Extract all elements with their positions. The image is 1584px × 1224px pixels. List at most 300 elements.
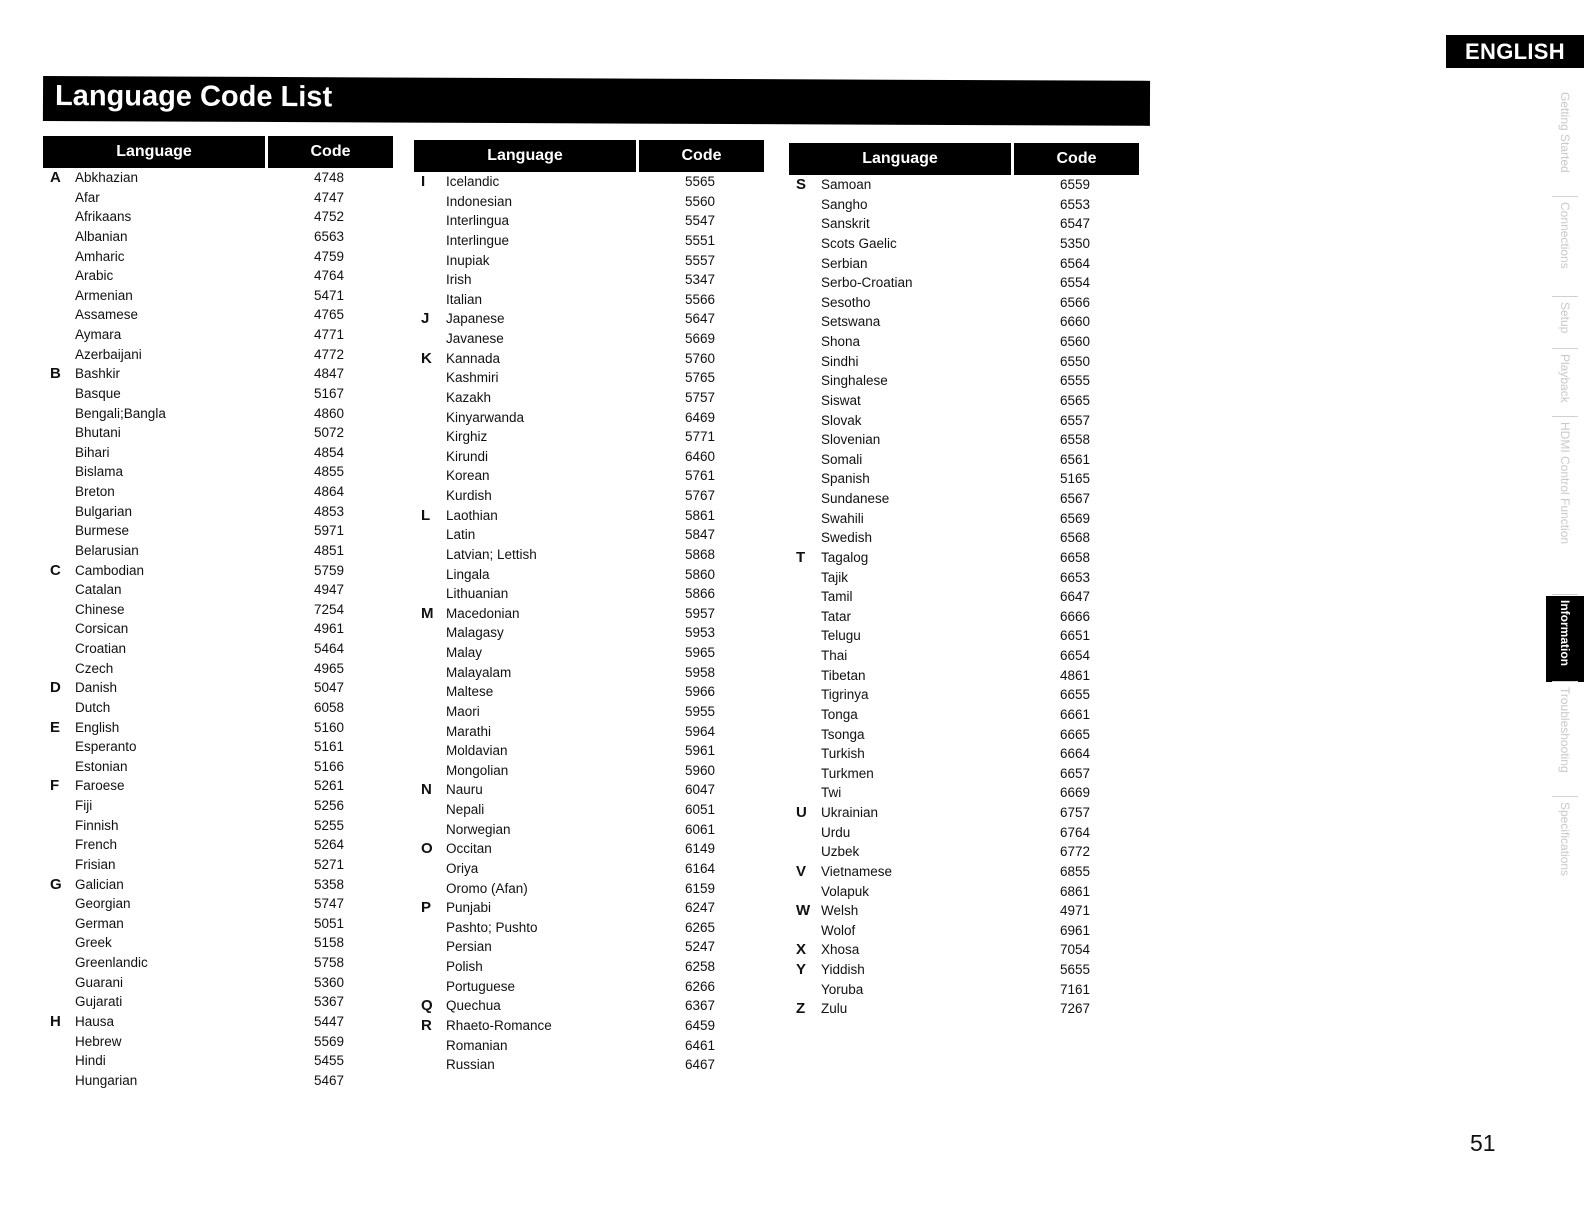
language-tag: ENGLISH [1446, 35, 1584, 68]
table-row [414, 859, 764, 879]
language-name: Persian [446, 939, 492, 955]
table-row [789, 607, 1139, 627]
section-letter: R [421, 1016, 432, 1034]
language-code: 6061 [685, 821, 716, 837]
language-code: 4860 [314, 405, 345, 421]
language-code: 5771 [685, 429, 716, 445]
language-code: 6651 [1060, 628, 1091, 644]
language-name: Zulu [821, 1001, 848, 1017]
language-name: Twi [821, 785, 842, 801]
language-code: 5447 [314, 1013, 345, 1029]
language-name: Italian [446, 291, 483, 307]
language-code: 4864 [314, 484, 345, 499]
table-row [789, 332, 1139, 352]
language-name: Thai [821, 648, 848, 663]
table-row [414, 427, 764, 447]
header-language: Language [414, 140, 636, 172]
language-code: 6555 [1060, 373, 1091, 389]
language-name: Samoan [821, 177, 872, 192]
table-row [414, 937, 764, 957]
table-row [414, 486, 764, 506]
language-name: Kazakh [446, 389, 492, 405]
table-row [43, 1012, 393, 1032]
table-row [789, 568, 1139, 588]
language-code: 6564 [1060, 255, 1091, 271]
table-row [414, 368, 764, 388]
language-name: Cambodian [75, 562, 145, 578]
section-letter: G [50, 875, 62, 893]
language-table-2 [414, 140, 764, 1075]
table-row [789, 254, 1139, 274]
table-row [43, 168, 393, 188]
language-code: 4961 [314, 621, 345, 637]
language-code: 6058 [314, 699, 345, 715]
language-code: 6855 [1060, 863, 1091, 879]
language-name: Russian [446, 1057, 495, 1073]
language-name: Yoruba [821, 981, 864, 997]
table-row [789, 489, 1139, 509]
table-row [43, 561, 393, 581]
table-row [43, 835, 393, 855]
language-code: 5455 [314, 1053, 345, 1069]
language-code: 5957 [685, 605, 716, 621]
language-name: Marathi [446, 723, 492, 739]
language-code: 5547 [685, 213, 716, 229]
table-row [43, 639, 393, 659]
language-name: Singhalese [821, 373, 888, 389]
language-name: Moldavian [446, 743, 508, 759]
table-row [789, 293, 1139, 313]
table-row [43, 992, 393, 1012]
table-row [789, 764, 1139, 784]
table-row [789, 548, 1139, 568]
language-name: Volapuk [821, 883, 870, 899]
language-code: 5551 [685, 232, 716, 248]
table-row [43, 227, 393, 247]
table-row [789, 273, 1139, 293]
language-code: 5167 [314, 385, 345, 401]
section-letter: Y [796, 961, 807, 978]
language-code: 5760 [685, 350, 716, 366]
language-code: 5868 [685, 546, 716, 562]
language-code: 6559 [1060, 177, 1091, 192]
nav-divider [1552, 348, 1578, 349]
nav-tab-troubleshooting[interactable]: Troubleshooting [1558, 687, 1572, 773]
section-letter: D [50, 679, 61, 697]
table-row [43, 482, 393, 502]
section-letter: M [421, 604, 434, 622]
table-row [789, 744, 1139, 764]
page-number: 51 [1470, 1130, 1496, 1156]
table-row [789, 862, 1139, 882]
table-row [414, 545, 764, 565]
language-code: 5767 [685, 488, 716, 503]
language-code: 5847 [685, 527, 716, 543]
language-code: 6561 [1060, 451, 1091, 467]
language-code: 5955 [685, 703, 716, 719]
nav-divider [1552, 296, 1578, 297]
language-name: Burmese [75, 523, 130, 539]
language-name: Rhaeto-Romance [446, 1017, 552, 1033]
language-code: 4854 [314, 444, 345, 460]
table-row [414, 663, 764, 683]
language-name: English [75, 719, 120, 735]
table-row [43, 894, 393, 914]
language-code: 5961 [685, 743, 716, 759]
language-code: 6469 [685, 409, 716, 425]
language-code: 6655 [1060, 687, 1091, 703]
table-row [414, 1036, 764, 1056]
nav-tab-information[interactable]: Information [1546, 596, 1584, 682]
nav-divider [1552, 681, 1578, 682]
language-code: 6666 [1060, 608, 1091, 624]
language-name: Uzbek [821, 844, 860, 860]
language-code: 5271 [314, 856, 345, 872]
table-row [414, 761, 764, 781]
table-row [789, 626, 1139, 646]
language-name: Tagalog [821, 549, 869, 565]
table-row [414, 388, 764, 408]
table-row [414, 722, 764, 742]
language-code: 4851 [314, 542, 345, 558]
language-name: Polish [446, 959, 483, 974]
language-code: 4748 [314, 170, 345, 185]
header-language: Language [789, 143, 1011, 175]
table-row [43, 678, 393, 698]
language-code: 5247 [685, 939, 716, 955]
language-code: 6658 [1060, 549, 1091, 565]
language-name: Bislama [75, 464, 124, 480]
language-code: 6047 [685, 782, 716, 798]
language-name: Turkmen [821, 765, 874, 781]
table-row [789, 823, 1139, 843]
language-name: Slovenian [821, 432, 881, 448]
table-row [43, 619, 393, 639]
language-name: Scots Gaelic [821, 235, 897, 251]
table-row [414, 702, 764, 722]
language-name: Icelandic [446, 174, 500, 189]
language-code: 5358 [314, 876, 345, 892]
language-name: Lingala [446, 566, 490, 582]
section-letter: L [421, 506, 431, 524]
table-row [414, 211, 764, 231]
language-name: Siswat [821, 392, 861, 408]
header-code: Code [639, 140, 764, 172]
language-code: 4965 [314, 660, 345, 676]
language-name: Oromo (Afan) [446, 880, 528, 896]
language-code: 5367 [314, 994, 345, 1010]
language-name: Punjabi [446, 900, 492, 916]
section-letter: H [50, 1012, 61, 1030]
table-row [43, 855, 393, 875]
language-code: 6164 [685, 860, 716, 876]
page-title: Language Code List [54, 80, 333, 114]
section-letter: C [50, 561, 61, 579]
table-row [789, 666, 1139, 686]
table-row [789, 999, 1139, 1019]
table-header [414, 140, 764, 172]
table-row [414, 957, 764, 977]
table-row [789, 980, 1139, 1000]
nav-tab-setup[interactable]: Setup [1558, 302, 1572, 334]
nav-tab-hdmi-control-function[interactable]: HDMI Control Function [1558, 422, 1572, 545]
language-code: 4947 [314, 582, 345, 598]
language-code: 6547 [1060, 216, 1091, 232]
language-name: Arabic [75, 268, 114, 284]
table-row [43, 816, 393, 836]
language-code: 6569 [1060, 510, 1091, 526]
language-code: 4853 [314, 503, 345, 519]
language-code: 6565 [1060, 392, 1091, 408]
language-code: 6557 [1060, 412, 1091, 428]
language-code: 6460 [685, 448, 716, 464]
language-name: Interlingue [446, 232, 510, 248]
language-name: Shona [821, 334, 861, 349]
table-row [789, 371, 1139, 391]
language-code: 6567 [1060, 491, 1091, 506]
table-row [414, 231, 764, 251]
language-code: 5953 [685, 625, 716, 641]
language-code: 6653 [1060, 569, 1091, 585]
language-name: Sundanese [821, 491, 890, 506]
language-code: 6367 [685, 998, 716, 1014]
language-code: 7254 [314, 601, 345, 617]
language-name: Faroese [75, 778, 125, 794]
table-row [43, 796, 393, 816]
language-code: 6654 [1060, 648, 1091, 663]
side-navigation [1546, 88, 1584, 918]
table-row [43, 286, 393, 306]
language-name: Dutch [75, 699, 111, 715]
section-letter: A [50, 169, 61, 186]
language-code: 6553 [1060, 196, 1091, 212]
table-row [789, 940, 1139, 960]
language-name: Korean [446, 468, 490, 484]
language-name: Afrikaans [75, 209, 132, 225]
language-name: Armenian [75, 287, 133, 303]
language-name: Azerbaijani [75, 346, 142, 362]
section-letter: V [796, 862, 807, 880]
language-name: Turkish [821, 746, 865, 762]
language-code: 5647 [685, 311, 716, 327]
language-name: Tonga [821, 706, 858, 722]
language-name: Romanian [446, 1037, 508, 1053]
language-name: Serbian [821, 255, 868, 271]
language-code: 5471 [314, 287, 345, 303]
language-code: 6669 [1060, 785, 1091, 801]
language-code: 6568 [1060, 530, 1091, 546]
language-code: 6459 [685, 1017, 716, 1033]
table-row [43, 914, 393, 934]
language-code: 6265 [685, 919, 716, 935]
language-name: Catalan [75, 582, 122, 598]
language-code: 5860 [685, 566, 716, 582]
table-row [414, 800, 764, 820]
table-row [43, 188, 393, 208]
section-letter: S [796, 176, 807, 193]
language-name: Welsh [821, 903, 859, 919]
language-name: Latvian; Lettish [446, 546, 537, 562]
language-name: Latin [446, 527, 476, 543]
language-code: 4861 [1060, 667, 1091, 683]
table-row [414, 329, 764, 349]
table-row [789, 469, 1139, 489]
language-code: 5464 [314, 641, 345, 656]
nav-tab-connections[interactable]: Connections [1558, 202, 1572, 269]
table-row [414, 447, 764, 467]
language-code: 6657 [1060, 765, 1091, 781]
table-row [43, 423, 393, 443]
table-row [789, 234, 1139, 254]
nav-tab-playback[interactable]: Playback [1558, 354, 1572, 403]
language-code: 4772 [314, 346, 345, 362]
table-row [414, 408, 764, 428]
language-name: Malagasy [446, 625, 504, 641]
table-row [43, 737, 393, 757]
language-code: 4764 [314, 268, 345, 284]
table-row [43, 502, 393, 522]
table-row [43, 247, 393, 267]
table-row [789, 430, 1139, 450]
language-code: 6664 [1060, 746, 1091, 762]
table-row [43, 600, 393, 620]
table-row [43, 521, 393, 541]
language-name: Corsican [75, 621, 129, 637]
table-row [789, 901, 1139, 921]
language-code: 4765 [314, 307, 345, 323]
language-code: 5960 [685, 762, 716, 778]
table-row [414, 290, 764, 310]
table-row [414, 251, 764, 271]
table-row [789, 921, 1139, 941]
header-code: Code [1014, 143, 1139, 175]
language-code: 4771 [314, 327, 345, 342]
language-name: Wolof [821, 922, 856, 938]
table-row [789, 646, 1139, 666]
language-name: Mongolian [446, 762, 509, 778]
language-name: Macedonian [446, 605, 520, 621]
table-row [789, 587, 1139, 607]
table-row [414, 604, 764, 624]
language-name: Serbo-Croatian [821, 275, 913, 291]
language-code: 5360 [314, 974, 345, 990]
language-name: Tamil [821, 589, 853, 605]
language-name: Kirundi [446, 448, 489, 464]
language-code: 5964 [685, 723, 716, 739]
language-code: 6757 [1060, 805, 1091, 820]
table-row [414, 741, 764, 761]
section-letter: W [796, 902, 811, 920]
language-name: Georgian [75, 896, 131, 912]
language-code: 6159 [685, 880, 716, 896]
language-name: Urdu [821, 824, 851, 840]
language-code: 6558 [1060, 432, 1091, 448]
language-name: Finnish [75, 817, 119, 833]
language-name: Vietnamese [821, 863, 893, 879]
header-language: Language [43, 136, 265, 168]
language-code: 7161 [1060, 981, 1091, 997]
language-code: 5161 [314, 739, 345, 755]
language-name: Tatar [821, 608, 852, 624]
table-row [789, 195, 1139, 215]
language-name: Sindhi [821, 353, 859, 369]
language-name: Frisian [75, 856, 116, 872]
language-code: 5569 [314, 1033, 345, 1049]
table-row [414, 466, 764, 486]
language-name: Hebrew [75, 1033, 122, 1049]
table-row [414, 565, 764, 585]
section-letter: O [421, 840, 433, 858]
language-name: Tigrinya [821, 687, 869, 703]
section-letter: E [50, 718, 61, 736]
language-name: Estonian [75, 758, 128, 774]
language-name: Bengali;Bangla [75, 405, 166, 421]
language-name: Spanish [821, 471, 870, 487]
language-name: Xhosa [821, 942, 860, 958]
page-title-bar [43, 76, 1150, 126]
nav-tab-getting-started[interactable]: Getting Started [1558, 92, 1572, 173]
language-name: Hausa [75, 1013, 115, 1029]
language-name: Quechua [446, 998, 501, 1014]
language-code: 6560 [1060, 334, 1091, 349]
table-row [789, 312, 1139, 332]
table-row [43, 580, 393, 600]
table-row [414, 270, 764, 290]
table-row [789, 391, 1139, 411]
language-name: Kirghiz [446, 429, 488, 445]
table-row [789, 214, 1139, 234]
language-name: Greek [75, 935, 112, 951]
table-row [43, 364, 393, 384]
table-row [414, 643, 764, 663]
table-row [414, 996, 764, 1016]
table-row [789, 685, 1139, 705]
language-name: Greenlandic [75, 955, 148, 970]
language-name: Somali [821, 451, 863, 467]
language-code: 6149 [685, 841, 716, 857]
table-row [43, 384, 393, 404]
language-name: Bhutani [75, 425, 121, 441]
table-row [43, 698, 393, 718]
language-code: 5255 [314, 817, 345, 833]
language-name: Yiddish [821, 962, 865, 977]
language-code: 5467 [314, 1072, 345, 1088]
table-row [43, 776, 393, 796]
table-row [43, 1032, 393, 1052]
table-header [43, 136, 393, 168]
table-row [789, 411, 1139, 431]
language-name: Setswana [821, 314, 881, 330]
language-name: Albanian [75, 228, 128, 244]
table-row [43, 207, 393, 227]
language-code: 5966 [685, 684, 716, 700]
language-code: 6661 [1060, 706, 1091, 722]
language-code: 4759 [314, 248, 345, 264]
nav-tab-specifications[interactable]: Specifications [1558, 802, 1572, 877]
language-name: Maori [446, 703, 480, 719]
language-code: 5261 [314, 778, 345, 794]
table-row [414, 1055, 764, 1075]
table-row [43, 462, 393, 482]
language-code: 5971 [314, 523, 345, 539]
language-code: 5565 [685, 174, 716, 189]
section-letter: N [421, 781, 432, 799]
language-name: Oriya [446, 860, 479, 876]
table-rows [789, 175, 1139, 1019]
language-code: 4971 [1060, 903, 1091, 919]
header-code: Code [268, 136, 393, 168]
language-code: 5958 [685, 664, 716, 680]
